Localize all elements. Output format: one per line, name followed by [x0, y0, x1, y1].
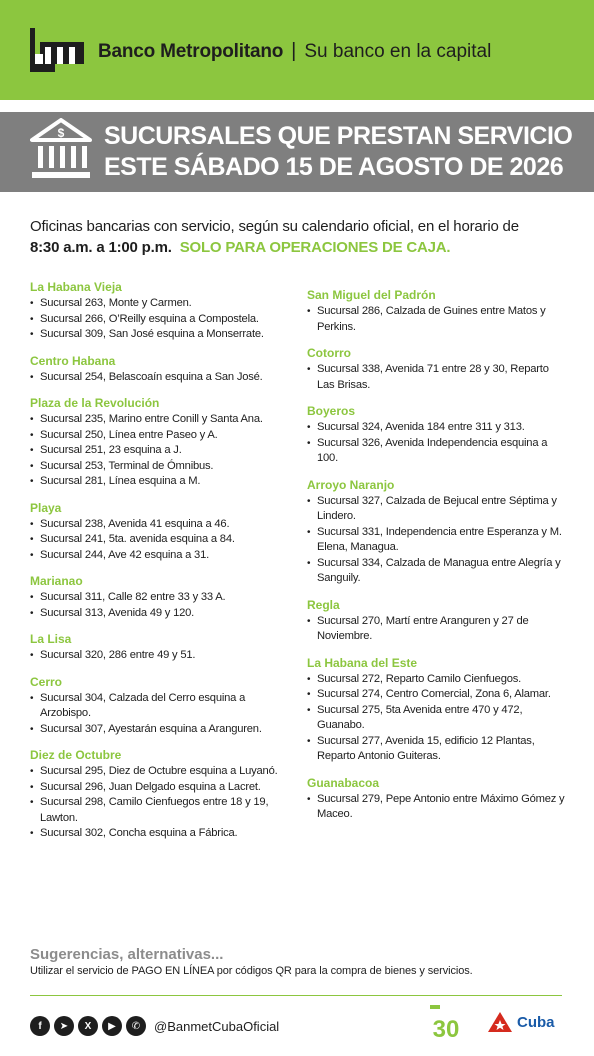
cuba-flag-icon [486, 1010, 514, 1034]
municipality-group [30, 632, 292, 664]
branch-item: • Sucursal 244, Ave 42 esquina a 31. [30, 548, 292, 564]
svg-text:$: $ [57, 126, 65, 140]
municipality-title: Cerro [30, 674, 63, 689]
branch-item: • Sucursal 279, Pepe Antonio entre Máximo Gómez y Maceo. [307, 792, 569, 823]
telegram-icon[interactable]: ➤ [54, 1016, 74, 1036]
brand-separator: | [291, 40, 297, 62]
branch-item: • Sucursal 307, Ayestarán esquina a Aranguren. [30, 722, 292, 738]
municipality-group [307, 346, 569, 393]
brand [98, 40, 491, 63]
branch-item: • Sucursal 277, Avenida 15, edificio 12 Plantas, Reparto Antonio Guiteras. [307, 734, 569, 765]
branch-item: • Sucursal 263, Monte y Carmen. [30, 296, 292, 312]
municipality-group [30, 354, 292, 386]
suggestions-title: Sugerencias, alternativas... [30, 946, 224, 963]
branch-item: • Sucursal 309, San José esquina a Monserrate. [30, 327, 292, 343]
banner-line-2: ESTE SÁBADO 15 DE AGOSTO DE 2026 [104, 153, 564, 181]
branch-item: • Sucursal 304, Calzada del Cerro esquina a Arzobispo. [30, 691, 292, 722]
municipality-title: Regla [307, 597, 340, 612]
branch-item: • Sucursal 327, Calzada de Bejucal entre Séptima y Lindero. [307, 494, 569, 525]
municipality-group [30, 748, 292, 842]
branch-item: • Sucursal 251, 23 esquina a J. [30, 443, 292, 459]
municipality-group [307, 404, 569, 467]
whatsapp-icon[interactable]: ✆ [126, 1016, 146, 1036]
branch-item: • Sucursal 311, Calle 82 entre 33 y 33 A. [30, 590, 292, 606]
municipality-title: La Lisa [30, 632, 72, 646]
x-icon[interactable]: X [78, 1016, 98, 1036]
branch-item: • Sucursal 272, Reparto Camilo Cienfuegos. [307, 672, 569, 688]
municipality-group [30, 280, 292, 343]
municipality-title: Arroyo Naranjo [307, 477, 395, 492]
branch-item: • Sucursal 241, 5ta. avenida esquina a 84. [30, 532, 292, 548]
municipality-title: San Miguel del Padrón [307, 288, 436, 302]
footer-divider [30, 995, 562, 996]
brand-tagline: Su banco en la capital [304, 40, 492, 62]
branch-item: • Sucursal 266, O’Reilly esquina a Compostela. [30, 312, 292, 328]
branch-item: • Sucursal 298, Camilo Cienfuegos entre 18 y 19, Lawton. [30, 795, 292, 826]
bm-logo-icon [30, 28, 84, 72]
branch-item: • Sucursal 326, Avenida Independencia esquina a 100. [307, 436, 569, 467]
municipality-title: Cotorro [307, 346, 351, 360]
municipality-group [30, 501, 292, 564]
branch-item: • Sucursal 250, Línea entre Paseo y A. [30, 428, 292, 444]
municipality-title: Plaza de la Revolución [30, 396, 160, 410]
intro-text: Oficinas bancarias con servicio, según su calendario oficial, en el horario de [30, 218, 519, 235]
left-column [30, 280, 292, 853]
municipality-group [307, 776, 569, 823]
brand-name: Banco Metropolitano [98, 40, 284, 62]
header-bar [0, 0, 594, 100]
social-handle[interactable]: @BanmetCubaOficial [154, 1018, 280, 1034]
municipality-group [307, 478, 569, 587]
branch-item: • Sucursal 235, Marino entre Conill y Santa Ana. [30, 412, 292, 428]
social-links [30, 1016, 279, 1036]
branch-item: • Sucursal 302, Concha esquina a Fábrica. [30, 826, 292, 842]
municipality-title: La Habana del Este [307, 655, 418, 670]
branch-item: • Sucursal 313, Avenida 49 y 120. [30, 606, 292, 622]
branch-item: • Sucursal 296, Juan Delgado esquina a Lacret. [30, 780, 292, 796]
service-hours: 8:30 a.m. a 1:00 p.m. [30, 239, 172, 256]
branch-item: • Sucursal 324, Avenida 184 entre 311 y 313. [307, 420, 569, 436]
intro-hours-line [30, 237, 570, 258]
municipality-title: Marianao [30, 574, 83, 588]
facebook-icon[interactable]: f [30, 1016, 50, 1036]
cuba-label: Cuba [517, 1013, 555, 1031]
municipality-title: Boyeros [307, 404, 356, 418]
intro-paragraph [30, 216, 570, 258]
banner-title [104, 121, 572, 183]
branch-item: • Sucursal 334, Calzada de Managua entre Alegría y Sanguily. [307, 556, 569, 587]
municipality-group [30, 675, 292, 738]
branch-item: • Sucursal 331, Independencia entre Esperanza y M. Elena, Managua. [307, 525, 569, 556]
branch-item: • Sucursal 254, Belascoaín esquina a San José. [30, 370, 292, 386]
branch-item: • Sucursal 295, Diez de Octubre esquina a Luyanó. [30, 764, 292, 780]
branch-item: • Sucursal 338, Avenida 71 entre 28 y 30, Reparto Las Brisas. [307, 362, 569, 393]
branch-item: • Sucursal 275, 5ta Avenida entre 470 y 472, Guanabo. [307, 703, 569, 734]
municipality-group [30, 574, 292, 621]
municipality-title: La Habana Vieja [30, 280, 122, 294]
branch-item: • Sucursal 281, Línea esquina a M. [30, 474, 292, 490]
branch-item: • Sucursal 320, 286 entre 49 y 51. [30, 648, 292, 664]
branch-item: • Sucursal 274, Centro Comercial, Zona 6, Alamar. [307, 687, 569, 703]
municipality-title: Guanabacoa [307, 775, 380, 790]
cash-only-note: SOLO PARA OPERACIONES DE CAJA. [179, 239, 451, 256]
municipality-group [307, 288, 569, 335]
right-column [307, 288, 569, 834]
branch-item: • Sucursal 286, Calzada de Guines entre Matos y Perkins. [307, 304, 569, 335]
banner-line-1: SUCURSALES QUE PRESTAN SERVICIO [104, 122, 573, 150]
branch-item: • Sucursal 270, Martí entre Aranguren y 27 de Noviembre. [307, 614, 569, 645]
youtube-icon[interactable]: ▶ [102, 1016, 122, 1036]
municipality-title: Centro Habana [30, 353, 116, 368]
anniversary-number: 30 [432, 1016, 460, 1043]
suggestions-text: Utilizar el servicio de PAGO EN LÍNEA por códigos QR para la compra de bienes y servicios. [30, 965, 473, 977]
cuba-brand [486, 1010, 555, 1034]
municipality-group [30, 396, 292, 490]
branch-item: • Sucursal 238, Avenida 41 esquina a 46. [30, 517, 292, 533]
branch-item: • Sucursal 253, Terminal de Ómnibus. [30, 459, 292, 475]
anniversary-30-logo-icon [430, 1005, 462, 1045]
municipality-title: Diez de Octubre [30, 748, 122, 762]
municipality-group [307, 656, 569, 765]
municipality-title: Playa [30, 500, 62, 515]
bank-building-icon [30, 118, 92, 182]
municipality-group [307, 598, 569, 645]
